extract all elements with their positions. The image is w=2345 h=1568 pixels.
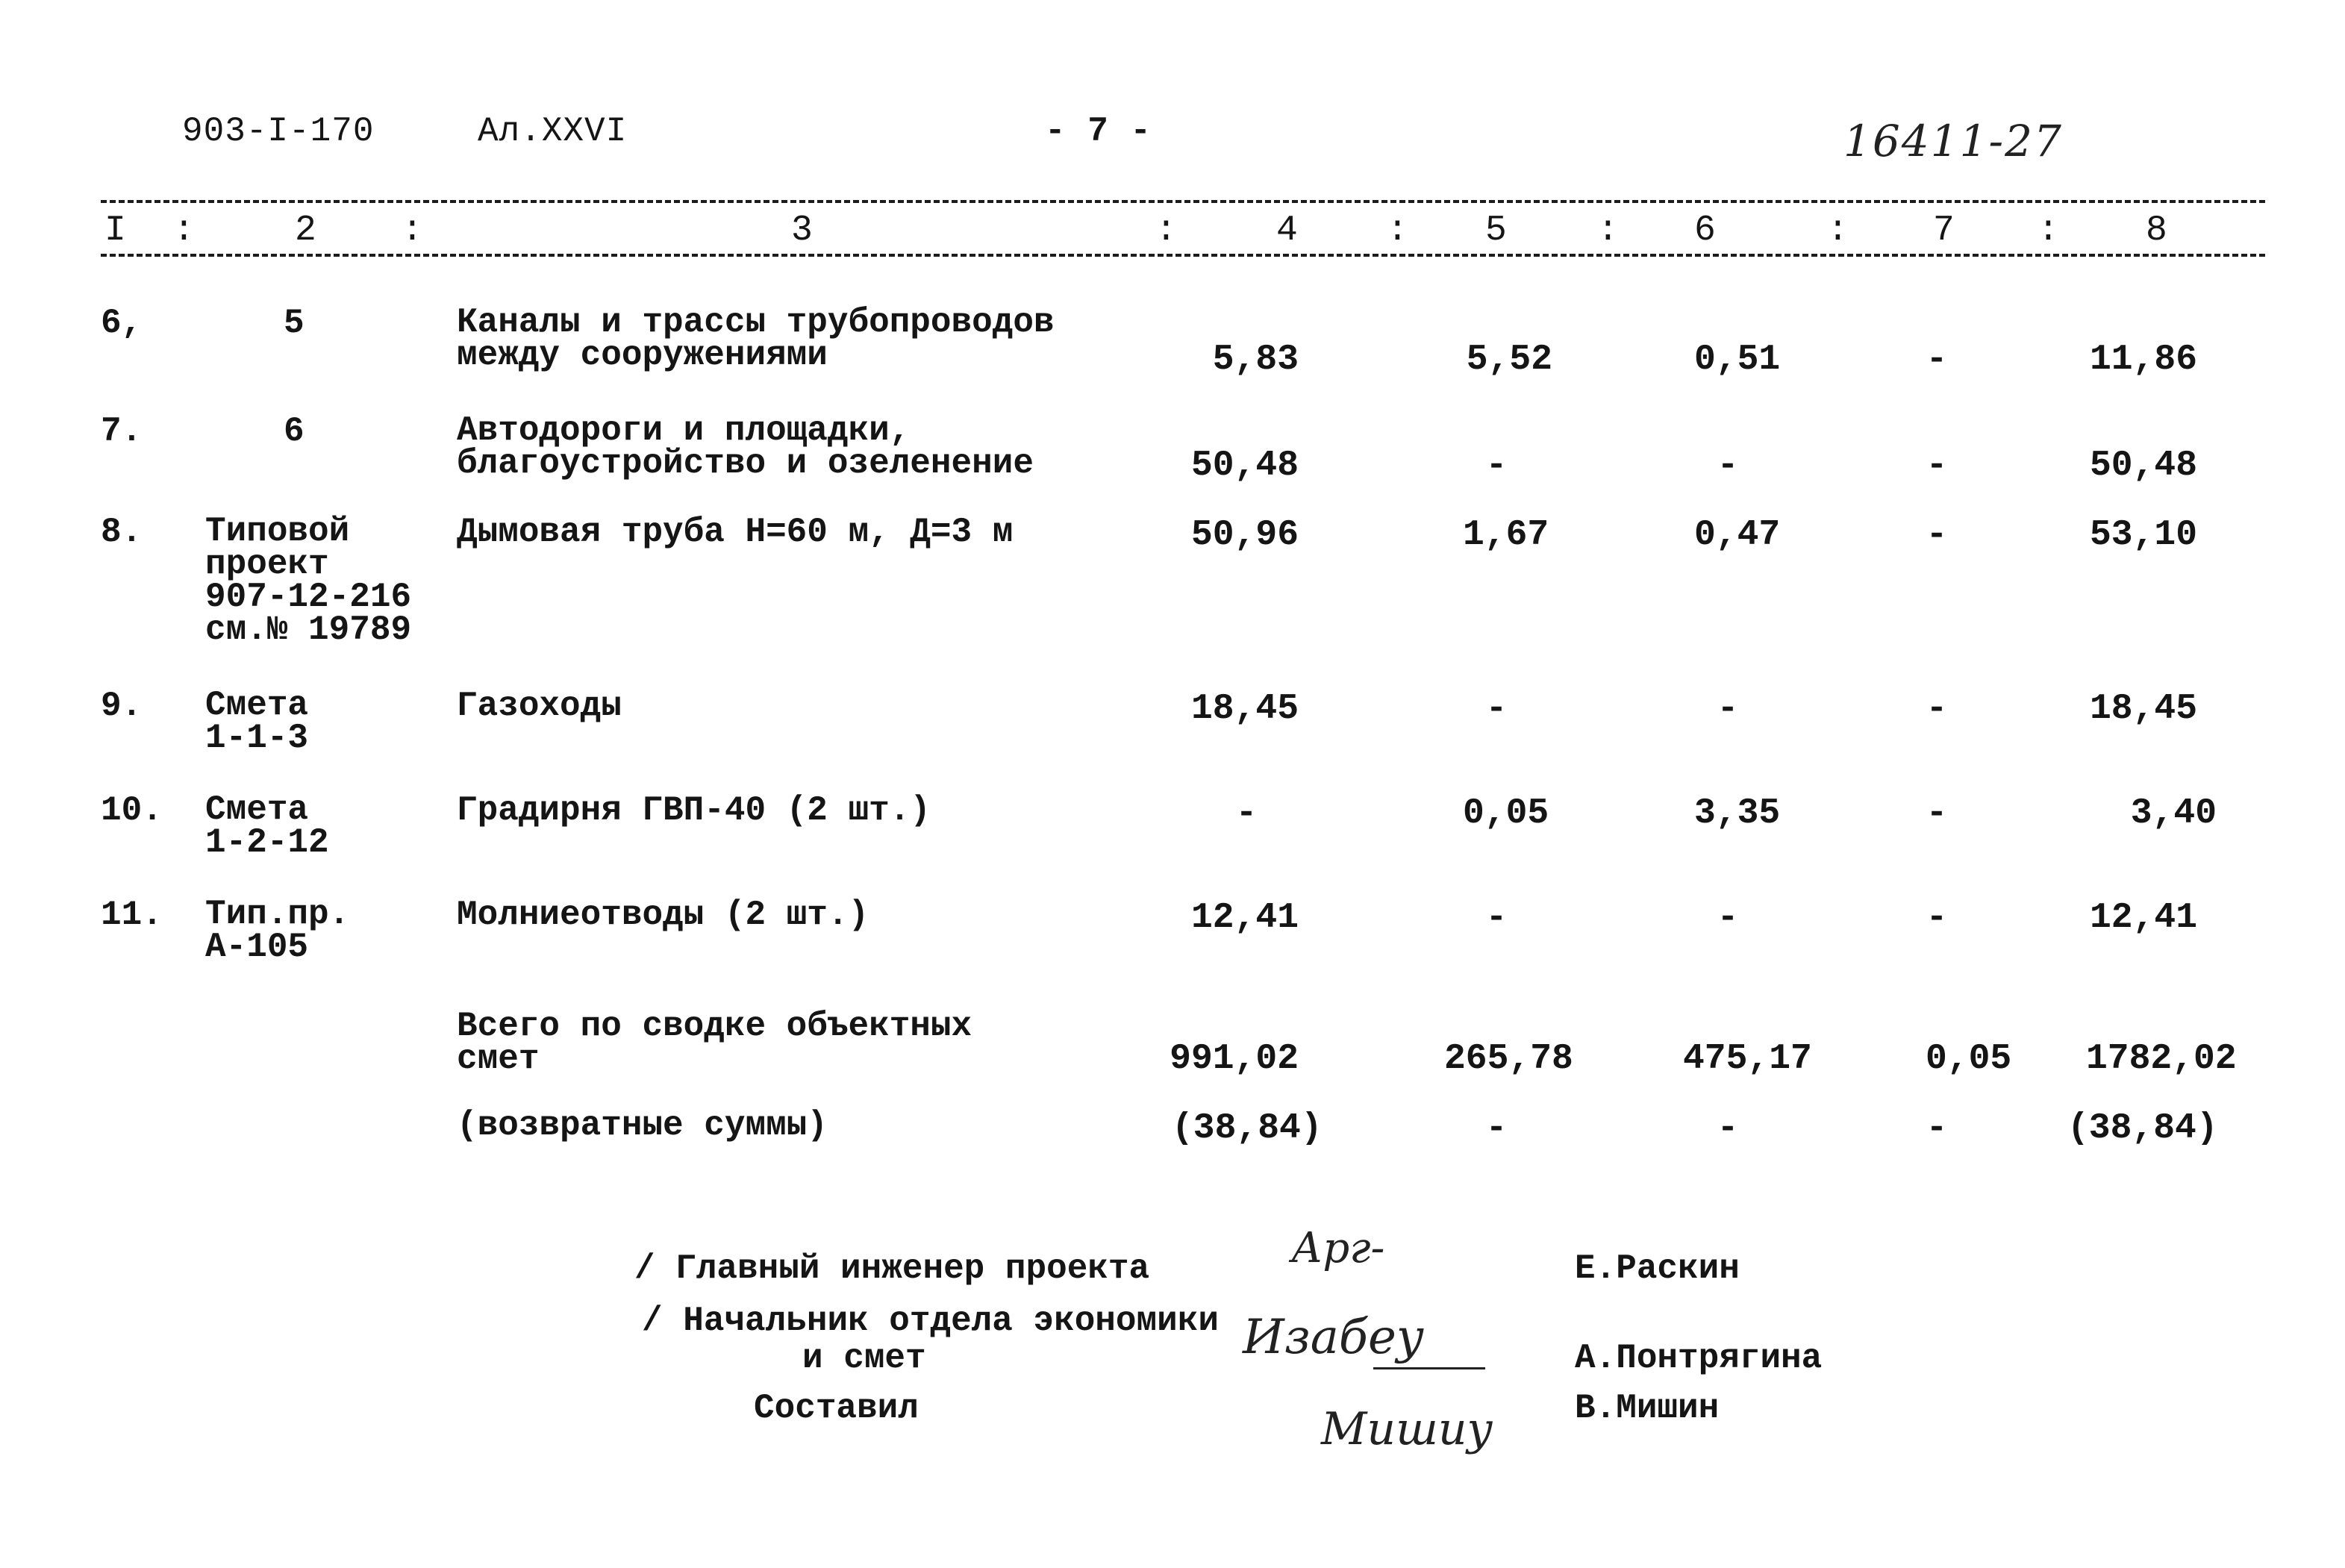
cell-col7: - xyxy=(1926,793,1948,834)
cell-col6: 3,35 xyxy=(1694,793,1781,834)
returns-col5: - xyxy=(1485,1108,1508,1149)
archive-number: 16411-27 xyxy=(1843,116,2063,166)
row-description: Каналы и трассы трубопроводов между сооружениями xyxy=(457,303,1055,375)
row-reference: Тип.пр. А-105 xyxy=(205,895,350,967)
chief-engineer-title: / Главный инженер проекта xyxy=(634,1249,1150,1288)
row-number: 7. xyxy=(101,412,143,451)
signature-underline xyxy=(1373,1367,1485,1369)
total-label: Всего по сводке объектных смет xyxy=(457,1007,972,1079)
document-code: 903-I-170 xyxy=(182,112,375,151)
economics-head-title: / Начальник отдела экономики xyxy=(642,1302,1219,1340)
row-number: 9. xyxy=(101,687,143,725)
total-col5: 265,78 xyxy=(1444,1039,1573,1079)
row-description: Автодороги и площадки, благоустройство и озеленение xyxy=(457,411,1034,484)
cell-col4: 12,41 xyxy=(1190,898,1299,938)
cell-col8: 12,41 xyxy=(2090,898,2198,938)
cell-col4: 18,45 xyxy=(1190,689,1299,729)
row-number: 6, xyxy=(101,304,143,343)
row-reference: Смета 1-1-3 xyxy=(205,686,309,758)
row-description: Молниеотводы (2 шт.) xyxy=(457,896,869,934)
cell-col6: - xyxy=(1717,689,1739,729)
album-number: Ал.XXVI xyxy=(478,112,628,151)
column-number-5: 5 xyxy=(1485,210,1507,251)
column-number-6: 6 xyxy=(1694,210,1716,251)
cell-col4: - xyxy=(1235,793,1258,834)
column-number-2: 2 xyxy=(295,210,316,251)
economics-head-signature: Изабеу xyxy=(1243,1310,1424,1365)
column-number-3: 3 xyxy=(791,210,813,251)
compiled-by-signature: Мишиу xyxy=(1321,1403,1493,1455)
cell-col8: 53,10 xyxy=(2090,515,2198,555)
cell-col5: 5,52 xyxy=(1466,340,1552,380)
economics-head-title-cont: и смет xyxy=(802,1339,926,1378)
row-number: 11. xyxy=(101,896,163,934)
cell-col8: 11,86 xyxy=(2090,340,2198,380)
cell-col7: - xyxy=(1926,446,1948,486)
column-number-7: 7 xyxy=(1933,210,1955,251)
column-number-1: I xyxy=(104,210,126,251)
returns-label: (возвратные суммы) xyxy=(457,1106,828,1145)
chief-engineer-signature: Арг- xyxy=(1291,1224,1385,1272)
table-header-rule xyxy=(101,254,2265,257)
cell-col6: 0,51 xyxy=(1694,340,1781,380)
row-number: 8. xyxy=(101,513,143,552)
cell-col7: - xyxy=(1926,515,1948,555)
cell-col4: 50,96 xyxy=(1190,515,1299,555)
column-number-4: 4 xyxy=(1276,210,1298,251)
column-separator: : xyxy=(173,210,195,251)
returns-col7: - xyxy=(1926,1108,1948,1149)
row-reference: 5 xyxy=(284,304,305,343)
returns-col8: (38,84) xyxy=(2067,1108,2218,1149)
column-separator: : xyxy=(1597,210,1619,251)
row-number: 10. xyxy=(101,791,163,830)
cell-col4: 50,48 xyxy=(1190,446,1299,486)
row-reference: 6 xyxy=(284,412,305,451)
row-reference: Типовой проект 907-12-216 см.№ 19789 xyxy=(205,512,412,650)
economics-head-name: А.Понтрягина xyxy=(1575,1339,1823,1378)
column-separator: : xyxy=(1827,210,1849,251)
cell-col8: 18,45 xyxy=(2090,689,2198,729)
column-separator: : xyxy=(402,210,423,251)
compiled-by-title: Составил xyxy=(754,1389,919,1428)
cell-col8: 50,48 xyxy=(2090,446,2198,486)
cell-col4: 5,83 xyxy=(1212,340,1299,380)
cell-col6: 0,47 xyxy=(1694,515,1781,555)
cell-col6: - xyxy=(1717,898,1739,938)
row-description: Газоходы xyxy=(457,687,622,725)
chief-engineer-name: Е.Раскин xyxy=(1575,1249,1740,1288)
cell-col5: 0,05 xyxy=(1463,793,1549,834)
page-number: - 7 - xyxy=(1045,112,1152,151)
row-description: Градирня ГВП-40 (2 шт.) xyxy=(457,791,931,830)
cell-col6: - xyxy=(1717,446,1739,486)
total-col4: 991,02 xyxy=(1170,1039,1299,1079)
cell-col5: - xyxy=(1485,446,1508,486)
column-separator: : xyxy=(1387,210,1408,251)
total-col6: 475,17 xyxy=(1683,1039,1812,1079)
column-separator: : xyxy=(1155,210,1177,251)
cell-col5: - xyxy=(1485,898,1508,938)
total-col7: 0,05 xyxy=(1926,1039,2012,1079)
cell-col5: 1,67 xyxy=(1463,515,1549,555)
cell-col5: - xyxy=(1485,689,1508,729)
cell-col7: - xyxy=(1926,689,1948,729)
row-reference: Смета 1-2-12 xyxy=(205,790,329,863)
total-col8: 1782,02 xyxy=(2086,1039,2237,1079)
cell-col7: - xyxy=(1926,340,1948,380)
returns-col6: - xyxy=(1717,1108,1739,1149)
cell-col7: - xyxy=(1926,898,1948,938)
returns-col4: (38,84) xyxy=(1172,1108,1323,1149)
column-number-8: 8 xyxy=(2146,210,2167,251)
cell-col8: 3,40 xyxy=(2130,793,2217,834)
table-top-rule xyxy=(101,200,2265,203)
column-separator: : xyxy=(2038,210,2059,251)
row-description: Дымовая труба Н=60 м, Д=3 м xyxy=(457,513,1014,552)
compiled-by-name: В.Мишин xyxy=(1575,1389,1720,1428)
